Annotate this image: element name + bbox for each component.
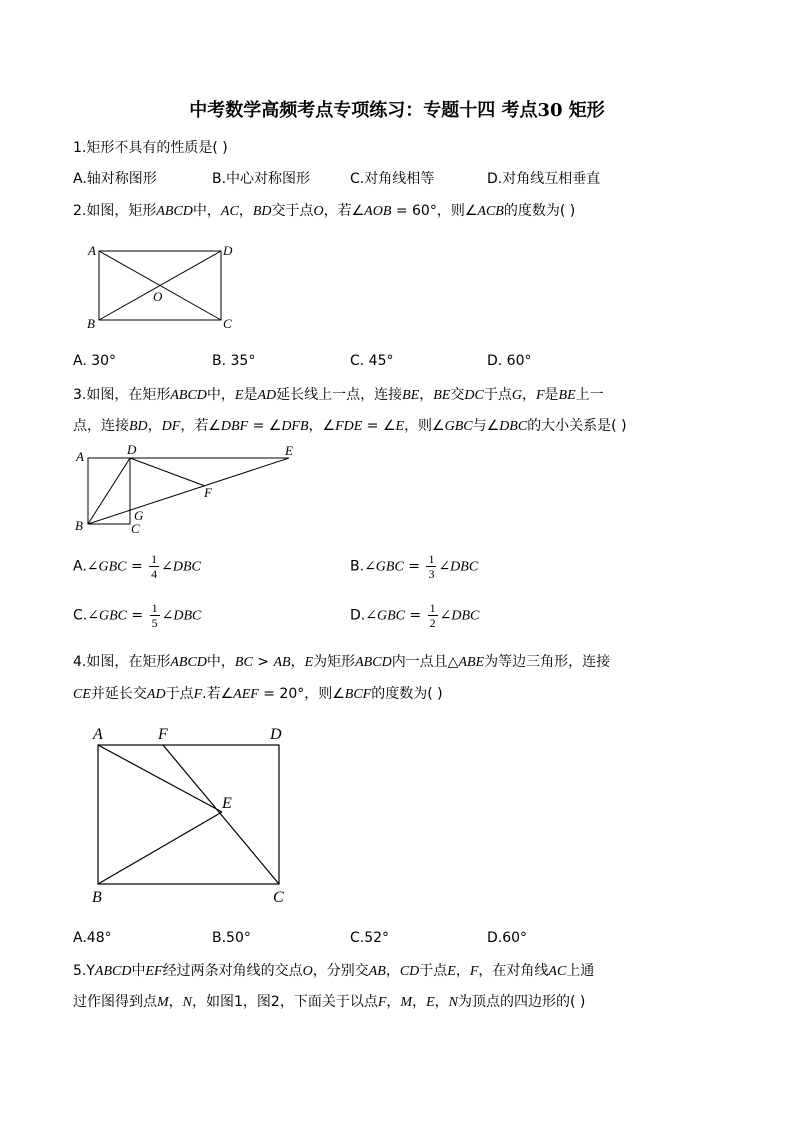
q2-option-d: D. 60°	[487, 353, 532, 369]
q2-label-c: C	[223, 316, 232, 331]
q2-label-b: B	[87, 316, 95, 331]
q3-option-a: A.∠GBC = $\frac{1}{4}$ ∠DBC	[73, 552, 201, 581]
q4-label-e: E	[222, 795, 232, 812]
q3-label-d: D	[127, 442, 137, 457]
q2-stem: 2.如图，矩形ABCD中，AC，BD交于点O，若∠AOB = 60°，则∠ACB的度数为( )	[73, 203, 576, 219]
q4-stem-line1: 4.如图，在矩形ABCD中，BC > AB，E为矩形ABCD内一点且△ABE为等边三角形，连接	[73, 654, 611, 670]
q4-label-f: F	[158, 726, 168, 743]
q3-label-e: E	[285, 443, 293, 458]
q5-stem-line1: 5.YABCD中EF经过两条对角线的交点O，分别交AB，CD于点E，F，在对角线AC上通	[73, 963, 595, 979]
q4-option-c: C.52°	[350, 930, 390, 946]
q4-stem-line2: CE并延长交AD于点F.若∠AEF = 20°，则∠BCF的度数为( )	[73, 686, 443, 702]
q1-option-a: A.轴对称图形	[73, 171, 157, 187]
q3-label-g: G	[134, 508, 144, 523]
q5-stem-line2: 过作图得到点M，N，如图1，图2，下面关于以点F，M，E，N为顶点的四边形的( )	[73, 994, 586, 1010]
q3-label-b: B	[75, 518, 83, 533]
q2-option-b: B. 35°	[212, 353, 256, 369]
page-title: 中考数学高频考点专项练习：专题十四 考点30 矩形	[189, 100, 605, 121]
q4-label-c: C	[273, 889, 284, 906]
q4-label-b: B	[92, 889, 102, 906]
q1-option-b: B.中心对称图形	[212, 171, 311, 187]
q1-option-d: D.对角线互相垂直	[487, 171, 601, 187]
q1-stem: 1.矩形不具有的性质是( )	[73, 140, 228, 156]
q4-line-ae	[98, 745, 222, 812]
q2-label-d: D	[223, 243, 233, 258]
q3-option-d: D.∠GBC = $\frac{1}{2}$ ∠DBC	[350, 601, 480, 630]
q4-label-a: A	[93, 726, 103, 743]
q3-label-a: A	[76, 449, 84, 464]
q4-rectangle	[98, 745, 279, 884]
q2-option-c: C. 45°	[350, 353, 394, 369]
q3-stem-line1: 3.如图，在矩形ABCD中，E是AD延长线上一点，连接BE，BE交DC于点G，F是BE上一	[73, 387, 604, 403]
q3-stem-line2: 点，连接BD，DF，若∠DBF = ∠DFB，∠FDE = ∠E，则∠GBC与∠DBC的大小关系是( )	[73, 418, 627, 434]
q4-line-fc	[163, 745, 279, 884]
q1-option-c: C.对角线相等	[350, 171, 435, 187]
q3-option-c: C.∠GBC = $\frac{1}{5}$ ∠DBC	[73, 601, 202, 630]
q2-label-o: O	[153, 289, 163, 304]
q4-option-d: D.60°	[487, 930, 528, 946]
q2-option-a: A. 30°	[73, 353, 117, 369]
q3-label-f: F	[204, 485, 212, 500]
q4-option-b: B.50°	[212, 930, 251, 946]
q3-option-b: B.∠GBC = $\frac{1}{3}$ ∠DBC	[350, 552, 479, 581]
q4-option-a: A.48°	[73, 930, 112, 946]
q3-label-c: C	[131, 521, 140, 536]
q2-label-a: A	[88, 243, 96, 258]
q4-label-d: D	[270, 726, 282, 743]
q4-line-be	[98, 812, 222, 884]
